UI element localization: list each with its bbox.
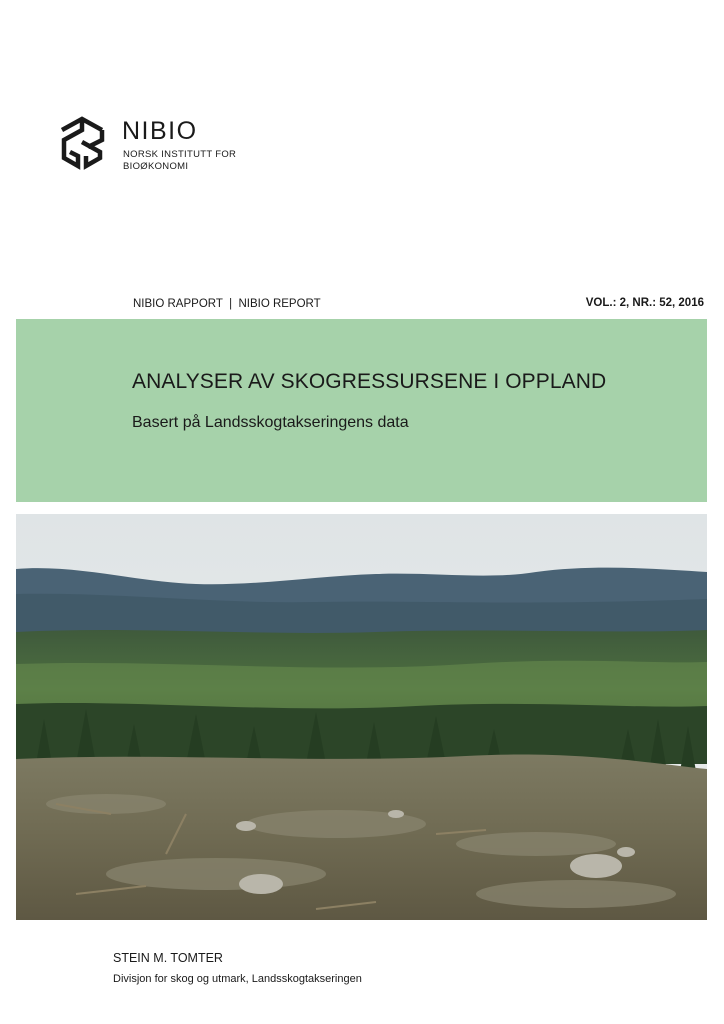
forest-landscape-image <box>16 514 707 920</box>
logo-subtitle-line1: NORSK INSTITUTT FOR <box>123 149 237 160</box>
report-series: NIBIO RAPPORT | NIBIO REPORT <box>133 298 321 310</box>
title-banner <box>16 319 707 502</box>
nibio-logo-icon <box>58 116 106 172</box>
report-subtitle: Basert på Landsskogtakseringens data <box>132 414 409 431</box>
logo-subtitle-line2: BIOØKONOMI <box>123 161 189 172</box>
logo-subtitle <box>123 149 253 173</box>
author-division: Divisjon for skog og utmark, Landsskogtakseringen <box>113 973 362 985</box>
report-title: ANALYSER AV SKOGRESSURSENE I OPPLAND <box>132 370 607 393</box>
logo-name: NIBIO <box>122 117 198 145</box>
nibio-logo <box>58 116 258 176</box>
cover-photo <box>16 514 707 920</box>
author-name: STEIN M. TOMTER <box>113 951 223 965</box>
report-volume: VOL.: 2, NR.: 52, 2016 <box>585 297 704 309</box>
